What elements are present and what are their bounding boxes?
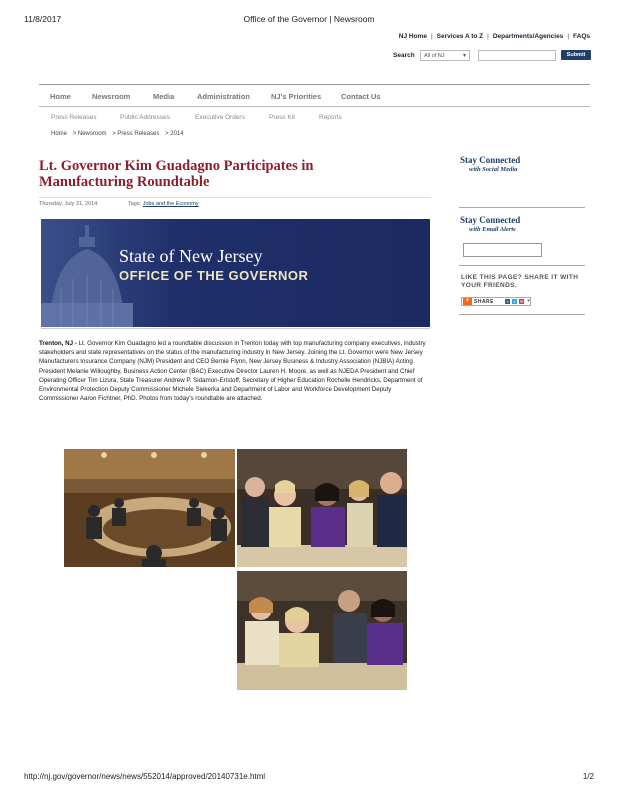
governor-banner: [41, 219, 430, 327]
email-input[interactable]: [463, 243, 542, 257]
subnav-executive-orders[interactable]: Executive Orders: [195, 114, 245, 121]
breadcrumb: [51, 131, 188, 137]
photo-participants: [237, 449, 407, 567]
nav-nj-priorities[interactable]: NJ's Priorities: [271, 92, 322, 101]
divider: [41, 328, 430, 329]
article-body-text: Lt. Governor Kim Guadagno led a roundtable discussion in Trenton today with top manufacturing company executives, industry stakeholders and state representatives on the status of the manufacturing industry in New Jersey. Joining the Lt. Governor were New Jersey Manufacturers Insurance Company (NJM) President and CEO Bernie Flynn, New Jersey Business & Industry Association (NJBIA) Acting President Melanie Willoughby, Business Action Center (BAC) Executive Director Lauren H. Moore, as well as NJEDA President and Chief Operating Officer Tim Lizura, State Treasurer Andrew P. Sidamon-Eristoff, Secretary of Higher Education Rochelle Hendricks, Department of Environmental Protection Deputy Commissioner Michele Siekerka and Department of Labor and Workforce Development Deputy Commissioner Aaron Fichtner, PhD. Photos from today's roundtable are attached.: [39, 340, 426, 403]
search-input[interactable]: [478, 50, 556, 61]
main-nav: [39, 84, 590, 107]
photo-roundtable-room: [64, 449, 235, 567]
search-scope-select[interactable]: [420, 50, 470, 61]
photo-discussion: [237, 571, 407, 690]
nav-contact-us[interactable]: Contact Us: [341, 92, 381, 101]
nj-home-link[interactable]: NJ Home: [398, 33, 427, 40]
search-bar: [393, 50, 591, 62]
article-lead: Trenton, NJ -: [39, 340, 77, 347]
search-scope-value: All of NJ: [424, 53, 445, 59]
nav-administration[interactable]: Administration: [197, 92, 250, 101]
search-submit-button[interactable]: Submit: [561, 50, 591, 60]
tags-label: Tags:: [128, 201, 142, 207]
subnav-press-kit[interactable]: Press Kit: [269, 114, 296, 121]
article-date: Thursday, July 31, 2014: [39, 201, 98, 207]
print-header: [24, 14, 594, 26]
tag-link[interactable]: Jobs and the Economy: [142, 201, 199, 207]
print-url: http://nj.gov/governor/news/news/552014/approved/20140731e.html: [24, 772, 266, 781]
plus-icon: +: [463, 298, 472, 305]
divider: [459, 207, 585, 208]
banner-line1: State of New Jersey: [119, 246, 263, 266]
share-prompt: LIKE THIS PAGE? SHARE IT WITH YOUR FRIENDS.: [461, 274, 579, 289]
divider: [39, 197, 431, 198]
stay-connected-email-title: Stay Connected: [460, 215, 521, 225]
subnav-public-addresses[interactable]: Public Addresses: [120, 114, 170, 121]
banner-line2: OFFICE OF THE GOVERNOR: [119, 268, 309, 283]
chevron-down-icon[interactable]: ▾: [527, 298, 530, 304]
subnav-press-releases[interactable]: Press Releases: [51, 114, 97, 121]
chevron-down-icon: ▾: [462, 53, 466, 59]
email-share-icon[interactable]: ✉: [519, 299, 524, 304]
page-title: Lt. Governor Kim Guadagno Participates in Manufacturing Roundtable: [39, 158, 314, 190]
share-button[interactable]: [461, 297, 531, 306]
nav-media[interactable]: Media: [153, 92, 175, 101]
print-date: 11/8/2017: [24, 14, 62, 24]
page-number: 1/2: [582, 772, 594, 781]
print-title: Office of the Governor | Newsroom: [243, 14, 375, 24]
article-body: [39, 339, 431, 403]
faqs-link[interactable]: FAQs: [573, 33, 590, 40]
email-alerts-link[interactable]: with Email Alerts: [469, 226, 516, 233]
twitter-icon[interactable]: t: [513, 299, 516, 304]
article-meta: [39, 201, 199, 207]
nav-newsroom[interactable]: Newsroom: [92, 92, 131, 101]
subnav-reports[interactable]: Reports: [319, 114, 342, 121]
divider: [459, 265, 585, 266]
stay-connected-social-title: Stay Connected: [460, 155, 521, 165]
breadcrumb-2014[interactable]: > 2014: [165, 131, 184, 137]
share-label: SHARE: [474, 299, 495, 305]
breadcrumb-newsroom[interactable]: > Newsroom: [72, 131, 107, 137]
print-footer: [24, 772, 594, 784]
search-label: Search: [393, 52, 415, 59]
breadcrumb-press-releases[interactable]: > Press Releases: [112, 131, 160, 137]
services-a-to-z-link[interactable]: Services A to Z: [436, 33, 484, 40]
nav-home[interactable]: Home: [50, 92, 71, 101]
social-media-link[interactable]: with Social Media: [469, 166, 518, 173]
utility-links: NJ Home | Services A to Z | Departments/Agencies | FAQs: [398, 33, 590, 40]
departments-agencies-link[interactable]: Departments/Agencies: [492, 33, 564, 40]
facebook-icon[interactable]: f: [506, 299, 509, 304]
breadcrumb-home[interactable]: Home: [51, 131, 68, 137]
divider: [459, 314, 585, 315]
